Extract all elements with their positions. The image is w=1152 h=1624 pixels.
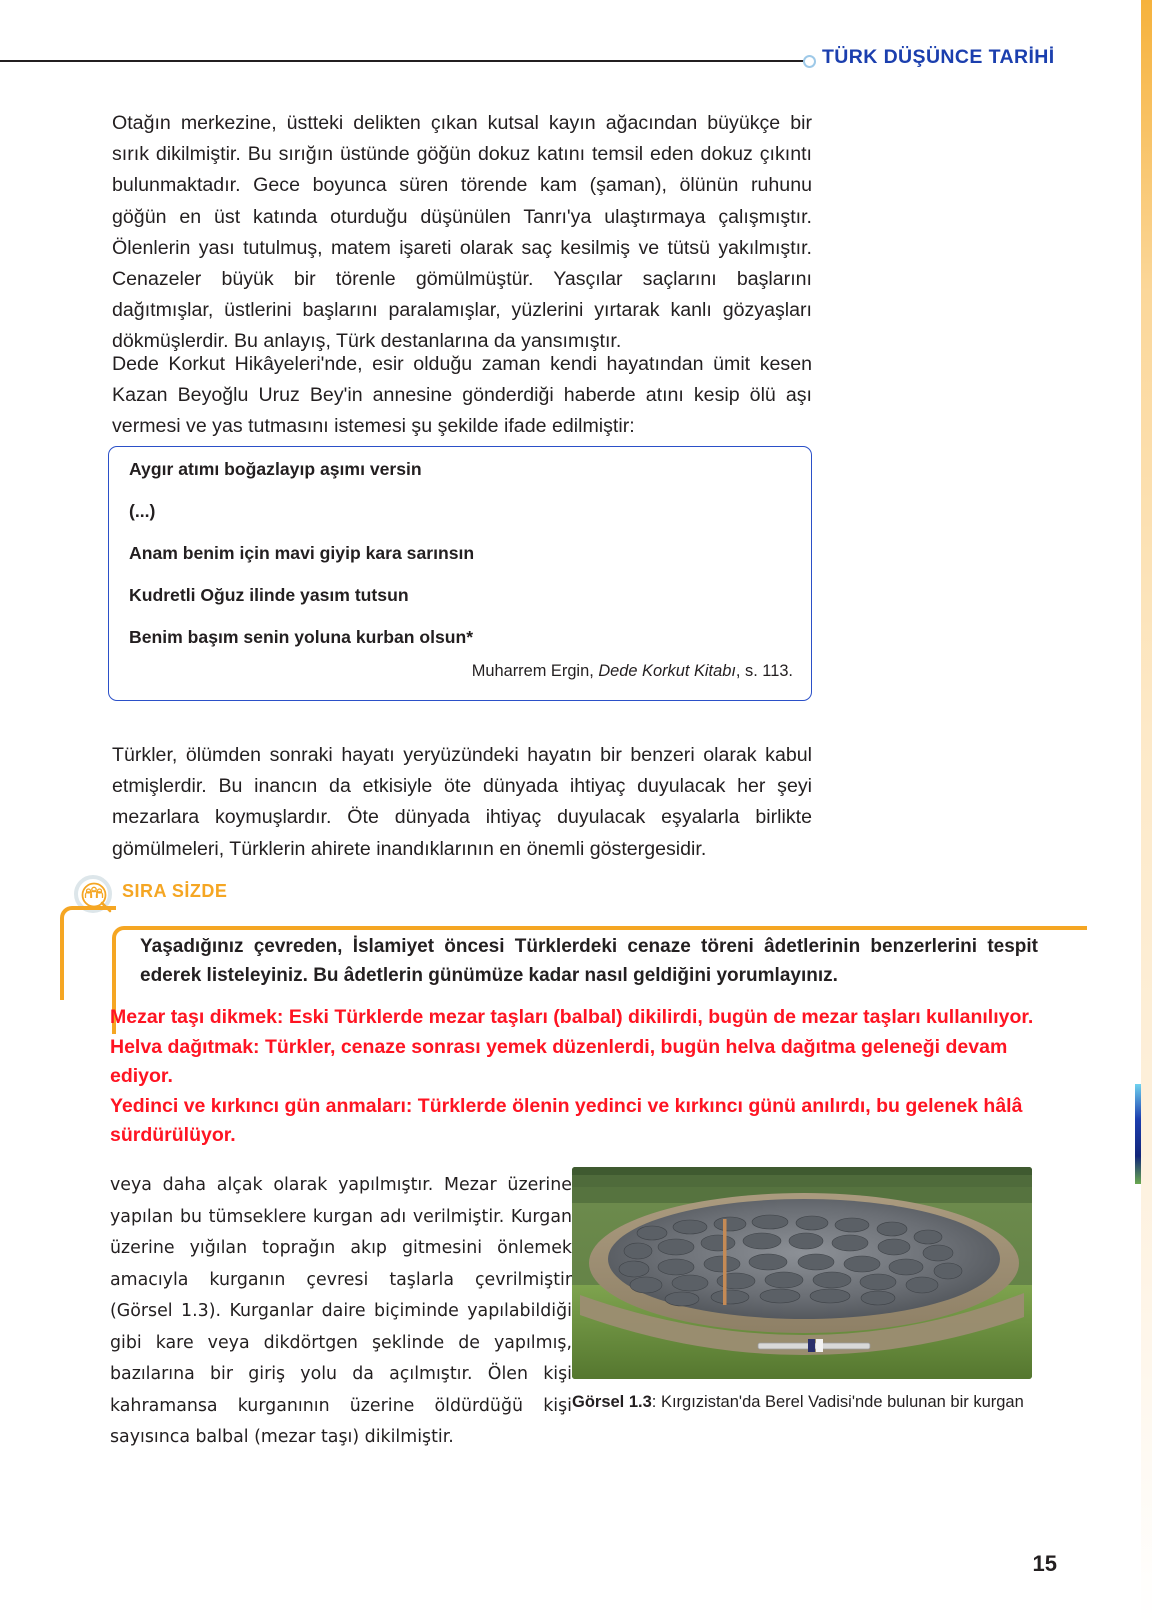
sira-frame-outer — [60, 906, 116, 1000]
intro-paragraph-3-wrap — [112, 740, 812, 887]
quote-line: Benim başım senin yoluna kurban olsun* — [129, 627, 474, 647]
answer-line: Mezar taşı dikmek: Eski Türklerde mezar taşları (balbal) dikilirdi, bugün de mezar taşları kullanılıyor. — [110, 1006, 1034, 1028]
bottom-paragraph: veya daha alçak olarak yapılmıştır. Mezar üzerine yapılan bu tümseklere kurgan adı verilmiştir. Kurgan üzerine yığılan toprağın akıp gitmesini önlemek amacıyla kurganın çevresi taşlarla çevrilmiştir (Görsel 1.3). Kurganlar daire biçiminde yapılabildiği gibi kare veya dikdörtgen şeklinde de yapılmış, bazılarına bir giriş yolu da açılmıştır. Ölen kişi kahramansa kurganının üzerine öldürdüğü kişi sayısınca balbal (mezar taşı) dikilmiştir. — [110, 1175, 572, 1447]
figure-caption-text: : Kırgızistan'da Berel Vadisi'nde bulunan bir kurgan — [651, 1393, 1024, 1411]
header-dot-icon — [803, 55, 816, 68]
paragraph-1: Otağın merkezine, üstteki delikten çıkan kutsal kayın ağacından büyükçe bir sırık dikilmiştir. Bu sırığın üstünde göğün dokuz katını temsil eden dokuz çıkıntı bulunmaktadır. Gece boyunca süren törende kam (şaman), ölünün ruhunu göğün en üst katında oturduğu düşünülen Tanrı'ya ulaştırmaya çalışmıştır. Ölenlerin yası tutulmuş, matem işareti olarak saç kesilmiş ve tütsü yakılmıştır. Cenazeler büyük bir törenle gömülmüştür. Yasçılar saçlarını başlarını dağıtmışlar, üstlerini başlarını paralamışlar, yüzlerini yırtarak kanlı gözyaşları dökmüşlerdir. Bu anlayış, Türk destanlarına da yansımıştır. — [112, 112, 812, 353]
intro-paragraph-1-wrap — [112, 108, 812, 380]
answer-line: Yedinci ve kırkıncı gün anmaları: Türklerde ölenin yedinci ve kırkıncı günü anılırdı, bu gelenek hâlâ sürdürülüyor. — [110, 1094, 1023, 1146]
page-title: TÜRK DÜŞÜNCE TARİHİ — [822, 46, 1055, 68]
sira-sizde-question: Yaşadığınız çevreden, İslamiyet öncesi Türklerdeki cenaze töreni âdetlerinin benzerlerini tespit ederek listeleyiniz. Bu âdetlerin günümüze kadar nasıl geldiğini yorumlayınız. — [140, 936, 1038, 986]
figure-caption — [572, 1391, 1032, 1413]
quote-line: (...) — [129, 501, 156, 521]
figure-kurgan — [572, 1167, 1032, 1413]
quote-line: Anam benim için mavi giyip kara sarınsın — [129, 543, 475, 563]
quote-source — [472, 662, 793, 681]
page-edge-orange-bar — [1141, 0, 1152, 1624]
figure-caption-label: Görsel 1.3 — [572, 1393, 652, 1411]
header-rule — [0, 60, 805, 62]
paragraph-2: Dede Korkut Hikâyeleri'nde, esir olduğu zaman kendi hayatından ümit kesen Kazan Beyoğlu Uruz Bey'in annesine gönderdiği haberde atını kesip ölü aşı vermesi ve yas tutmasını istemesi şu şekilde ifade edilmiştir: — [112, 353, 812, 438]
page-header — [0, 46, 1055, 78]
kurgan-photo — [572, 1167, 1032, 1379]
quote-source-author: Muharrem Ergin, — [471, 662, 599, 680]
page-number: 15 — [1032, 1551, 1057, 1576]
answer-line: Helva dağıtmak: Türkler, cenaze sonrası yemek düzenlerdi, bugün helva dağıtma geleneği devam ediyor. — [110, 1035, 1008, 1087]
page-edge-blue-bar — [1135, 1084, 1141, 1184]
paragraph-3: Türkler, ölümden sonraki hayatı yeryüzündeki hayatın bir benzeri olarak kabul etmişlerdir. Bu inancın da etkisiyle öte dünyada ihtiyaç duyulacak her şeyi mezarlara koymuşlardır. Öte dünyada ihtiyaç duyulacak eşyalarla birlikte gömülmeleri, Türklerin ahirete inandıklarının en önemli göstergesidir. — [112, 744, 812, 860]
quote-line: Kudretli Oğuz ilinde yasım tutsun — [129, 585, 409, 605]
sira-sizde-label: SIRA SİZDE — [122, 881, 228, 901]
quote-line: Aygır atımı boğazlayıp aşımı versin — [129, 459, 422, 479]
quote-source-book: Dede Korkut Kitabı — [598, 662, 736, 680]
quote-source-page: , s. 113. — [735, 662, 793, 680]
answer-block — [110, 1003, 1040, 1151]
quote-box — [108, 446, 812, 701]
